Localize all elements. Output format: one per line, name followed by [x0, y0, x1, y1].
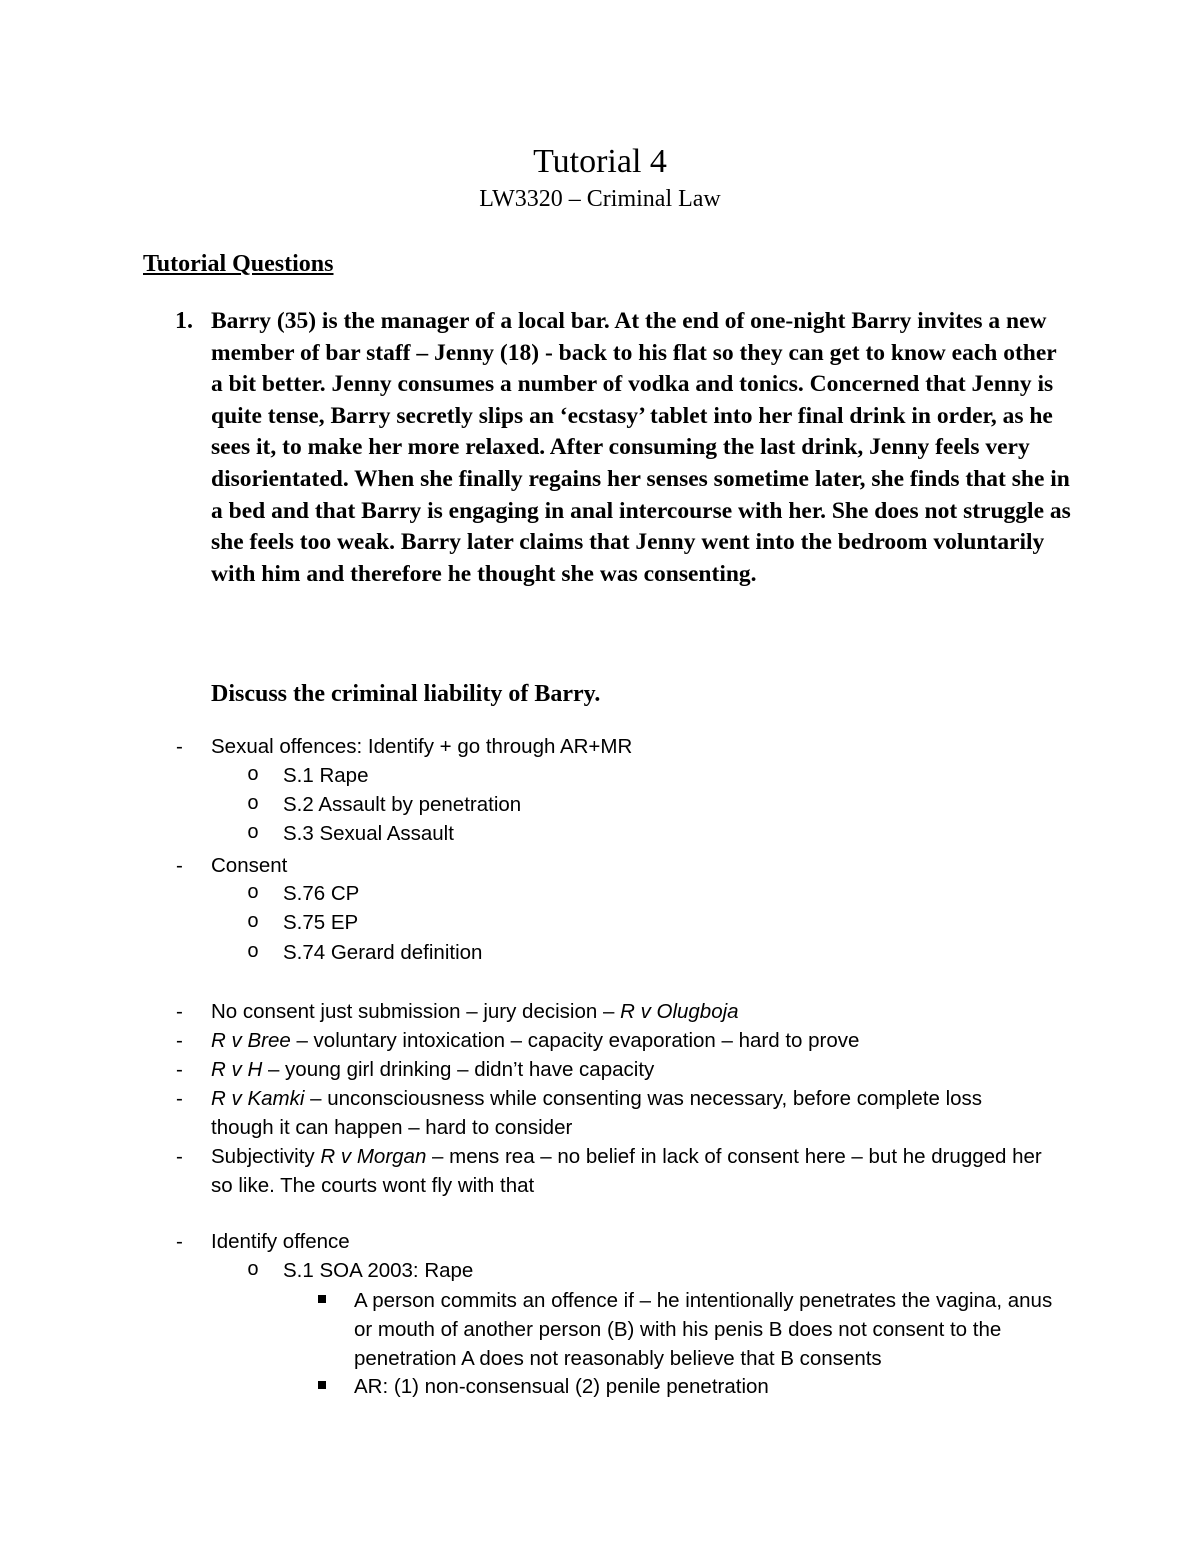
case-name: R v Morgan: [320, 1145, 427, 1168]
list-item: [211, 1055, 654, 1084]
dash-marker: -: [176, 1087, 183, 1110]
list-item: [211, 1084, 1026, 1142]
dash-marker: -: [176, 854, 183, 877]
case-name: R v Kamki: [211, 1087, 305, 1110]
course-subtitle: LW3320 – Criminal Law: [479, 186, 721, 212]
list-item: AR: (1) non-consensual (2) penile penetration: [354, 1375, 769, 1398]
question-number: 1.: [175, 308, 193, 334]
circle-marker: o: [247, 764, 260, 787]
dash-marker: -: [176, 1058, 183, 1081]
note-text: – young girl drinking – didn’t have capacity: [262, 1058, 655, 1081]
case-name: R v Bree: [211, 1029, 291, 1052]
circle-marker: o: [247, 941, 260, 964]
square-bullet-icon: [318, 1381, 326, 1389]
circle-marker: o: [247, 882, 260, 905]
circle-marker: o: [247, 793, 260, 816]
list-item: S.2 Assault by penetration: [283, 793, 522, 816]
list-item: [211, 997, 739, 1026]
dash-marker: -: [176, 1029, 183, 1052]
square-bullet-icon: [318, 1295, 326, 1303]
list-item: Identify offence: [211, 1230, 350, 1253]
list-item: S.1 Rape: [283, 764, 369, 787]
circle-marker: o: [247, 1259, 260, 1282]
list-item: S.74 Gerard definition: [283, 941, 483, 964]
question-prompt: Discuss the criminal liability of Barry.: [211, 681, 601, 707]
dash-marker: -: [176, 1145, 183, 1168]
dash-marker: -: [176, 1230, 183, 1253]
list-item: Sexual offences: Identify + go through AR+MR: [211, 735, 633, 758]
circle-marker: o: [247, 911, 260, 934]
dash-marker: -: [176, 735, 183, 758]
dash-marker: -: [176, 1000, 183, 1023]
circle-marker: o: [247, 822, 260, 845]
list-item: [211, 1026, 859, 1055]
list-item: S.75 EP: [283, 911, 359, 934]
note-text: – mens rea – no belief in lack of consent here – but he drugged her so like. The courts wont fly with that: [211, 1145, 1042, 1197]
note-text: – unconsciousness while consenting was necessary, before complete loss though it can happen – hard to consider: [211, 1087, 983, 1139]
question-text: Barry (35) is the manager of a local bar. At the end of one-night Barry invites a new member of bar staff – Jenny (18) - back to his flat so they can get to know each other a bit better. Jenny consumes a number of vodka and tonics. Concerned that Jenny is quite tense, Barry secretly slips an ‘ecstasy’ tablet into her final drink in order, as he sees it, to make her more relaxed. After consuming the last drink, Jenny feels very disorientated. When she finally regains her senses sometime later, she finds that she in a bed and that Barry is engaging in anal intercourse with her. She does not struggle as she feels too weak. Barry later claims that Jenny went into the bedroom voluntarily with him and therefore he thought she was consenting.: [211, 308, 1071, 587]
list-item: [211, 1142, 1061, 1200]
case-name: R v Olugboja: [620, 1000, 739, 1023]
section-heading: Tutorial Questions: [143, 251, 334, 277]
list-item: Consent: [211, 854, 288, 877]
note-text: – voluntary intoxication – capacity evaporation – hard to prove: [290, 1029, 860, 1052]
list-item: S.76 CP: [283, 882, 360, 905]
note-text: Subjectivity: [211, 1145, 321, 1168]
note-text: No consent just submission – jury decision –: [211, 1000, 621, 1023]
list-item: A person commits an offence if – he intentionally penetrates the vagina, anus or mouth of another person (B) with his penis B does not consent to the penetration A does not reasonably believe that B consents: [354, 1289, 1053, 1370]
list-item: S.3 Sexual Assault: [283, 822, 454, 845]
document-title: Tutorial 4: [533, 143, 667, 180]
case-name: R v H: [211, 1058, 263, 1081]
list-item: S.1 SOA 2003: Rape: [283, 1259, 474, 1282]
